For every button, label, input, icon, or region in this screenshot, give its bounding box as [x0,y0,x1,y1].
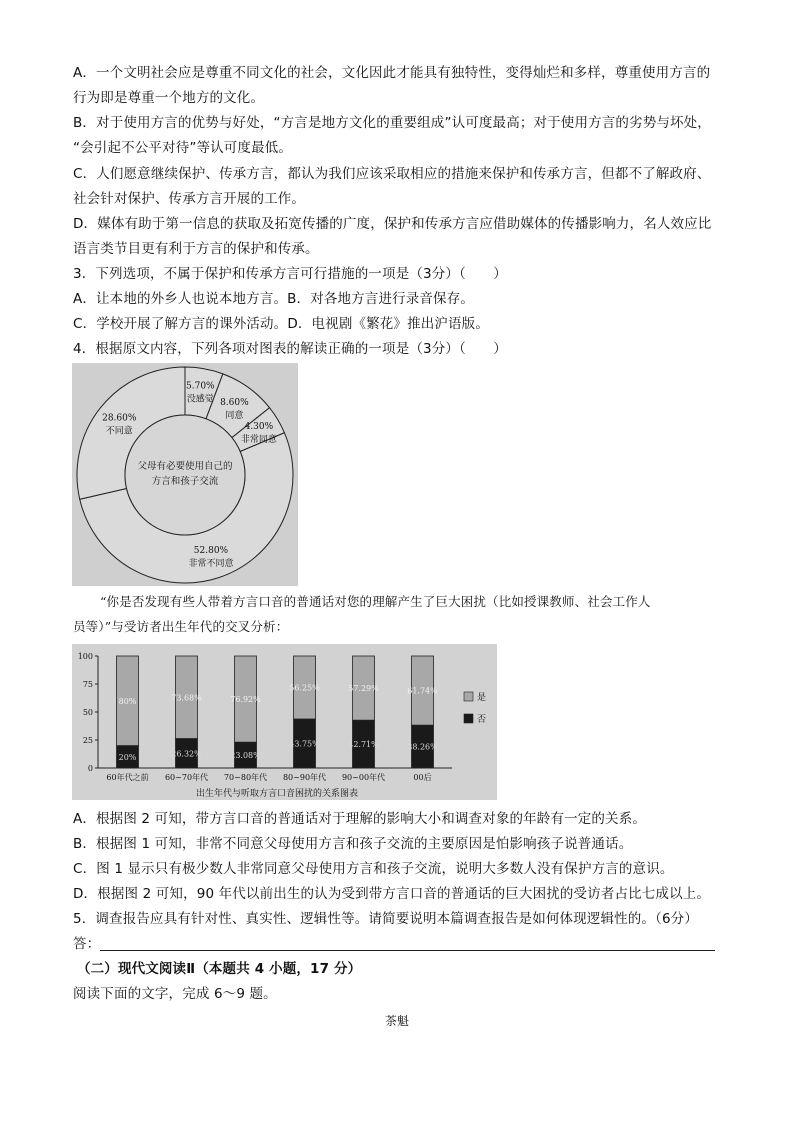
section-2-heading: （二）现代文阅读Ⅱ（本题共 4 小题，17 分） [77,961,362,977]
q3-stem: 3．下列选项，不属于保护和传承方言可行措施的一项是（3分）（ ） [73,266,507,282]
section-2-instruction: 阅读下面的文字，完成 6～9 题。 [73,986,277,1002]
bar-label-no: 42.71% [348,740,379,750]
bar-label-no: 20% [118,752,137,762]
bar-label-no: 23.08% [230,751,261,761]
legend-label: 否 [477,715,487,725]
q2-option-b-line1: B．对于使用方言的优势与好处，“方言是地方文化的重要组成”认可度最高；对于使用方言的劣势与坏处， [73,115,711,131]
q2-option-d-line2: 语言类节目更有利于方言的保护和传承。 [73,241,319,257]
figure-2-bar-chart [72,644,497,800]
bar-chart-svg [72,644,497,800]
legend-label: 是 [477,693,487,703]
x-category-label: 00后 [413,773,432,782]
q2-option-b-line2: “会引起不公平对待”等认可度最低。 [73,140,293,156]
y-tick-label: 0 [87,764,93,773]
donut-slice-category-label: 没感觉 [186,394,214,405]
y-tick-label: 75 [82,680,93,689]
q3-options-cd: C．学校开展了解方言的课外活动。D．电视剧《繁花》推出沪语版。 [73,316,489,332]
q2-option-c-line1: C．人们愿意继续保护、传承方言，都认为我们应该采取相应的措施来保护和传承方言，但都不了解政府、 [73,166,711,182]
bar-label-no: 38.26% [407,742,438,752]
y-tick-label: 50 [82,708,93,717]
legend-swatch [464,692,473,701]
donut-slice-value-label: 5.70% [186,381,215,392]
donut-slice-category-label: 非常同意 [240,434,277,445]
bar-label-yes: 80% [118,696,137,706]
q2-option-c-line2: 社会针对保护、传承方言开展的工作。 [73,191,306,207]
figure-2-caption-line2: 员等）”与受访者出生年代的交叉分析： [73,619,289,634]
donut-center-label-line1: 父母有必要使用自己的 [137,461,233,472]
legend-swatch [464,714,473,723]
q4-option-d: D．根据图 2 可知，90 年代以前出生的认为受到带方言口音的普通话的巨大困扰的受访者占比七成以上。 [73,886,711,902]
bar-label-yes: 73.68% [171,693,202,703]
q5-answer-label: 答： [73,936,101,952]
donut-center-label-line2: 方言和孩子交流 [151,476,219,487]
bar-label-yes: 57.29% [348,684,379,694]
x-category-label: 90~00年代 [341,773,386,782]
x-category-label: 60年代之前 [106,773,149,782]
bar-chart-title: 出生年代与听取方言口音困扰的关系图表 [195,789,359,799]
q4-option-b: B．根据图 1 可知，非常不同意父母使用方言和孩子交流的主要原因是怕影响孩子说普通话。 [73,836,633,852]
q4-option-c: C．图 1 显示只有极少数人非常同意父母使用方言和孩子交流，说明大多数人没有保护方言的意识。 [73,861,674,877]
q3-options-ab: A．让本地的外乡人也说本地方言。B．对各地方言进行录音保存。 [73,291,474,307]
x-category-label: 80~90年代 [282,773,327,782]
donut-slice-value-label: 28.60% [102,413,137,424]
bar-label-no: 26.32% [171,749,202,759]
donut-slice-value-label: 52.80% [193,545,229,556]
donut-slice-category-label: 同意 [225,411,244,422]
q4-stem: 4．根据原文内容，下列各项对图表的解读正确的一项是（3分）（ ） [73,341,507,357]
bar-label-yes: 76.92% [230,695,261,705]
y-tick-label: 25 [82,736,93,745]
q5-answer-line[interactable] [100,950,715,951]
donut-chart-svg [72,363,298,586]
x-category-label: 60~70年代 [164,773,209,782]
donut-center-circle [125,415,245,535]
figure-2-caption-line1: “你是否发现有些人带着方言口音的普通话对您的理解产生了巨大困扰（比如授课教师、社会工作人 [100,594,651,609]
donut-slice-category-label: 不同意 [105,426,133,437]
y-tick-label: 100 [77,652,93,661]
passage-title: 茶魁 [385,1014,410,1028]
q5-stem: 5．调查报告应具有针对性、真实性、逻辑性等。请简要说明本篇调查报告是如何体现逻辑性的。（6分） [73,911,698,927]
bar-label-no: 43.75% [289,739,320,749]
bar-label-yes: 56.25% [289,683,320,693]
donut-slice-value-label: 8.60% [220,398,249,409]
donut-slice-value-label: 4.30% [244,421,274,432]
x-category-label: 70~80年代 [223,773,268,782]
q2-option-a-line1: A．一个文明社会应是尊重不同文化的社会，文化因此才能具有独特性，变得灿烂和多样，尊重使用方言的 [73,65,711,81]
figure-1-donut-chart [72,363,298,586]
donut-slice-category-label: 非常不同意 [188,558,234,569]
bar-label-yes: 61.74% [407,686,438,696]
q2-option-d-line1: D．媒体有助于第一信息的获取及拓宽传播的广度，保护和传承方言应借助媒体的传播影响力，名人效应比 [73,216,712,232]
q4-option-a: A．根据图 2 可知，带方言口音的普通话对于理解的影响大小和调查对象的年龄有一定的关系。 [73,811,647,827]
q2-option-a-line2: 行为即是尊重一个地方的文化。 [73,90,265,106]
